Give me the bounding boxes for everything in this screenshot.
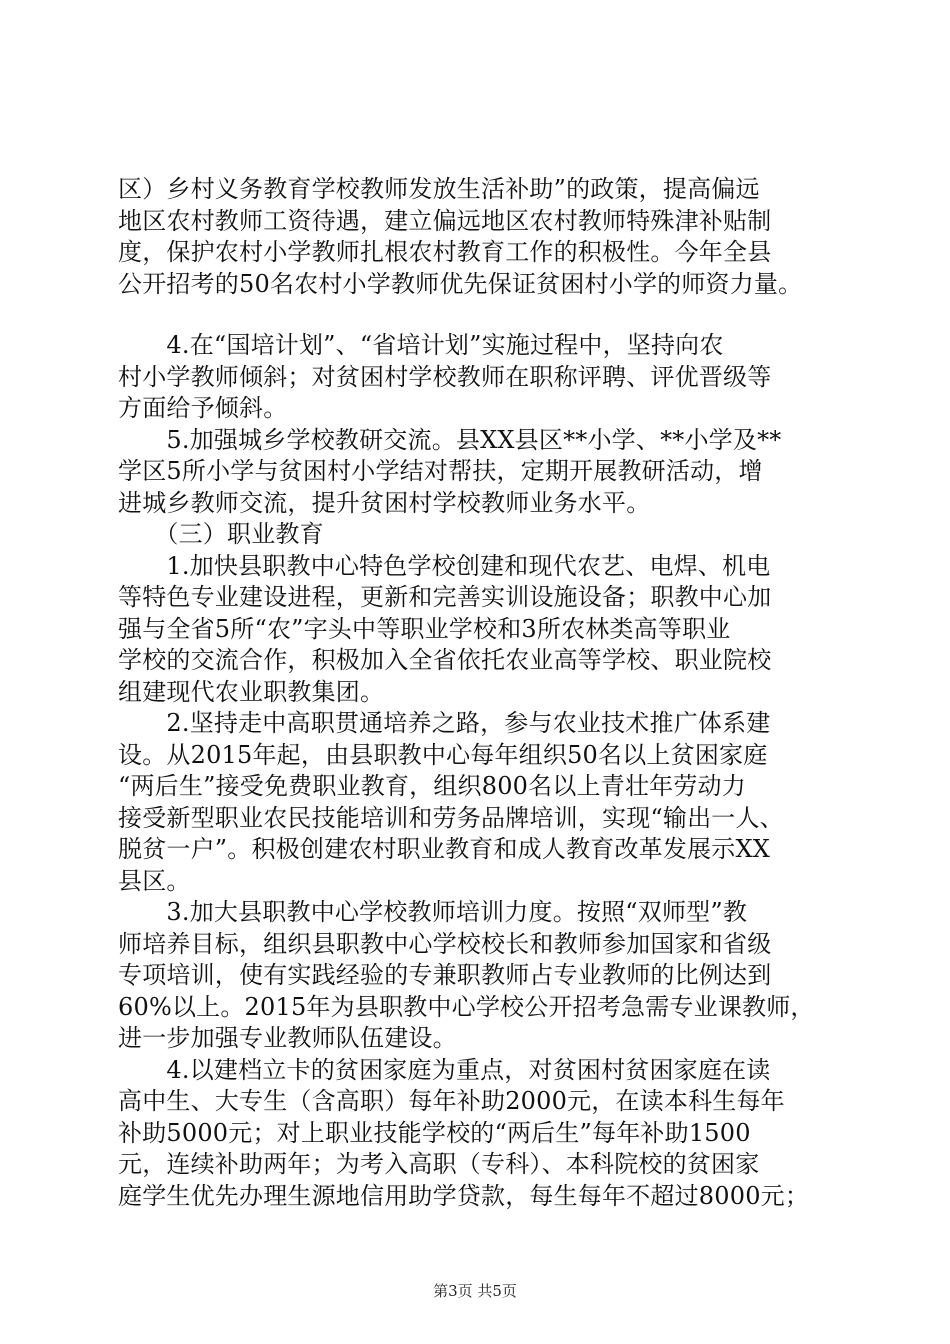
- text-line: 设。从2015年起，由县职教中心每年组织50名以上贫困家庭: [118, 740, 768, 769]
- text-line: “两后生”接受免费职业教育，组织800名以上青壮年劳动力: [118, 772, 746, 800]
- text-line: 进城乡教师交流，提升贫困村学校教师业务水平。: [118, 488, 651, 517]
- text-line: 进一步加强专业教师队伍建设。: [118, 1024, 457, 1052]
- paragraph-gap: [118, 300, 834, 330]
- text-line: 组建现代农业职教集团。: [118, 677, 385, 706]
- page-footer: [0, 1280, 950, 1301]
- text-line: 脱贫一户”。积极创建农村职业教育和成人教育改革发展示XX: [118, 835, 771, 863]
- page-number-label: 第3页 共5页: [433, 1282, 517, 1300]
- text-line: 接受新型职业农民技能培训和劳务品牌培训，实现“输出一人、: [118, 803, 784, 832]
- text-line: 5.加强城乡学校教研交流。县XX县区**小学、**小学及**: [118, 425, 782, 454]
- text-line: 学校的交流合作，积极加入全省依托农业高等学校、职业院校: [118, 646, 772, 674]
- text-line: 度，保护农村小学教师扎根农村教育工作的积极性。今年全县: [118, 238, 772, 266]
- section-heading: （三）职业教育: [118, 520, 324, 548]
- text-line: 1.加快县职教中心特色学校创建和现代农艺、电焊、机电: [118, 551, 771, 580]
- text-line: 元，连续补助两年；为考入高职（专科）、本科院校的贫困家: [118, 1150, 760, 1178]
- text-line: 补助5000元；对上职业技能学校的“两后生”每年补助1500: [118, 1118, 751, 1147]
- text-line: 4.以建档立卡的贫困家庭为重点，对贫困村贫困家庭在读: [118, 1055, 771, 1084]
- text-line: 地区农村教师工资待遇，建立偏远地区农村教师特殊津补贴制: [118, 206, 772, 235]
- text-line: 学区5所小学与贫困村小学结对帮扶，定期开展教研活动，增: [118, 457, 763, 485]
- text-line: 4.在“国培计划”、“省培计划”实施过程中，坚持向农: [118, 331, 724, 359]
- text-line: 专项培训，使有实践经验的专兼职教师占专业教师的比例达到: [118, 961, 772, 989]
- text-line: 2.坚持走中高职贯通培养之路，参与农业技术推广体系建: [118, 709, 771, 737]
- text-line: 等特色专业建设进程，更新和完善实训设施设备；职教中心加: [118, 583, 772, 611]
- text-line: 3.加大县职教中心学校教师培训力度。按照“双师型”教: [118, 898, 748, 926]
- body-text: [118, 174, 834, 1212]
- text-line: 高中生、大专生（含高职）每年补助2000元，在读本科生每年: [118, 1087, 785, 1115]
- text-line: 师培养目标，组织县职教中心学校校长和教师参加国家和省级: [118, 929, 772, 958]
- text-line: 村小学教师倾斜；对贫困村学校教师在职称评聘、评优晋级等: [118, 362, 772, 391]
- text-line: 庭学生优先办理生源地信用助学贷款，每生每年不超过8000元；: [118, 1181, 810, 1210]
- text-line: 强与全省5所“农”字头中等职业学校和3所农林类高等职业: [118, 614, 731, 643]
- text-line: 区）乡村义务教育学校教师发放生活补助”的政策，提高偏远: [118, 175, 760, 203]
- text-line: 公开招考的50名农村小学教师优先保证贫困村小学的师资力量。: [118, 269, 803, 298]
- text-line: 方面给予倾斜。: [118, 394, 288, 422]
- text-line: 县区。: [118, 866, 191, 895]
- text-line: 60%以上。2015年为县职教中心学校公开招考急需专业课教师，: [118, 992, 815, 1021]
